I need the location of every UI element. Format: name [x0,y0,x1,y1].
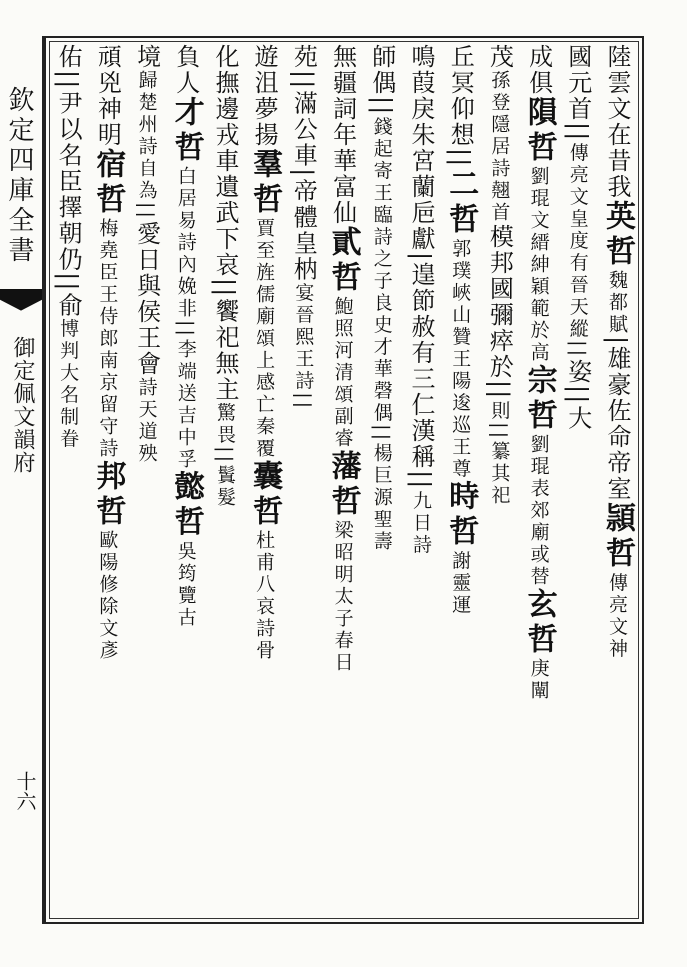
annotation-text: 劉琨文縉紳穎範於高 [527,166,550,364]
entry-word: 隕哲 [521,96,557,166]
body-text: 饗祀無主 [210,298,239,403]
body-text: 陸雲文在昔我 [603,44,631,200]
body-text: 鳴葭戾朱宮蘭巵獻| [406,44,435,263]
text-column [168,44,207,916]
text-column [481,44,520,916]
annotation-text: 劉琨表郊廟或替 [527,434,550,588]
annotation-text: 鮑照河清頌副睿 [331,296,354,450]
annotation-text: 梁昭明太子春日 [331,520,354,674]
annotation-text: 吳筠覽古 [174,540,197,629]
text-block [50,44,638,916]
body-text: |雄豪佐命帝室 [603,336,631,503]
body-text: 負人 [171,44,200,96]
annotation-text: 楊巨源聖壽 [370,442,393,553]
annotation-text: 魏都賦 [606,270,628,336]
annotation-text: 傳亮文神 [606,572,628,661]
body-text: 茂 [485,44,514,70]
text-column [599,44,638,916]
body-text: 師偶|| [367,44,396,117]
entry-word: 囊哲 [247,460,283,530]
entry-word: 英哲 [600,200,635,270]
annotation-text: 孫登隱居詩翹首 [488,70,511,224]
annotation-text: 謝靈運 [449,550,472,617]
annotation-text: 郭璞峽山贊王陽逡巡王尊 [449,238,472,481]
annotation-text: 錢起寄王臨詩之子良史才華磬偶|| [370,116,393,443]
body-text: 無疆詞年華富仙 [328,44,357,226]
body-text: 成俱 [524,44,553,96]
entry-word: 玄哲 [521,588,557,658]
body-text: 尹以名臣擇朝仍||俞 [54,90,83,319]
body-text: 遊沮夢揚 [250,44,279,148]
body-text: 境 [132,44,161,70]
entry-word: 懿哲 [168,470,204,541]
text-column [560,44,599,916]
body-text: 國元首|| [563,44,592,143]
annotation-text: 驚畏||鬒髮 [213,402,236,509]
body-text: 模邦國彌瘁於|| [485,224,514,401]
annotation-text: 博判大名制眷 [57,318,80,451]
annotation-text: 李端送吉中孚 [174,338,197,471]
annotation-text: 白居易詩內娩非|| [174,166,197,339]
entry-word: 才哲 [168,96,204,166]
entry-word: 宿哲 [90,148,126,218]
text-column [128,44,167,916]
entry-word: 二哲 [443,168,479,239]
text-column [324,44,363,916]
annotation-text: 宴晉熙王詩|| [292,282,315,412]
body-text: |帝體皇枘 [289,168,318,283]
annotation-text: 賈至旌儒廟頌上感亡秦覆 [253,218,276,460]
page-margin [0,36,44,924]
body-text: 車遺武下哀|| [210,148,239,299]
entry-word: 時哲 [443,480,479,551]
page-number: 十六 [13,771,37,811]
text-column [364,44,403,916]
entry-word: 羣哲 [247,148,283,218]
text-column [246,44,285,916]
annotation-text: 杜甫八哀詩骨 [253,530,276,662]
annotation-text: 庚闡 [527,658,550,702]
body-text: 頑兇神明 [93,44,122,148]
volume-label: 御定佩文韻府 [10,336,35,474]
entry-word: 頴哲 [600,502,635,573]
entry-word: 貳哲 [325,226,361,296]
annotation-text: 歐陽修除文彥 [96,530,119,662]
text-column [403,44,442,916]
body-text: 遑節赦有三仁漢稱|| [406,262,435,491]
annotation-text: 詩天道殃 [135,376,158,465]
entry-word: 藩哲 [325,450,361,520]
body-text: 丘冥仰想|| [446,44,475,169]
text-column [207,44,246,916]
entry-word: 宗哲 [521,364,557,434]
annotation-text: 則||纂其祀 [488,400,511,507]
body-text: 苑||滿公車 [289,44,318,169]
annotation-text: 傳亮文皇度有晉天縱|| [566,142,589,359]
text-column [442,44,481,916]
annotation-text: 九日詩 [409,490,432,557]
body-text: 姿||大 [563,358,592,432]
annotation-text: 梅堯臣王侍郎南京留守詩 [96,218,119,460]
entry-word: 邦哲 [90,460,126,530]
margin-title: 欽定四庫全書 [4,86,34,266]
text-column [89,44,128,916]
text-column [285,44,324,916]
body-text: 佑|| [54,44,83,91]
fish-tail-mark [0,289,42,325]
body-text: 化撫邊戎 [210,44,239,148]
body-text: 愛日與侯王會 [132,220,161,377]
annotation-text: 歸楚州詩自為|| [135,70,158,221]
text-column [520,44,559,916]
text-column [50,44,89,916]
